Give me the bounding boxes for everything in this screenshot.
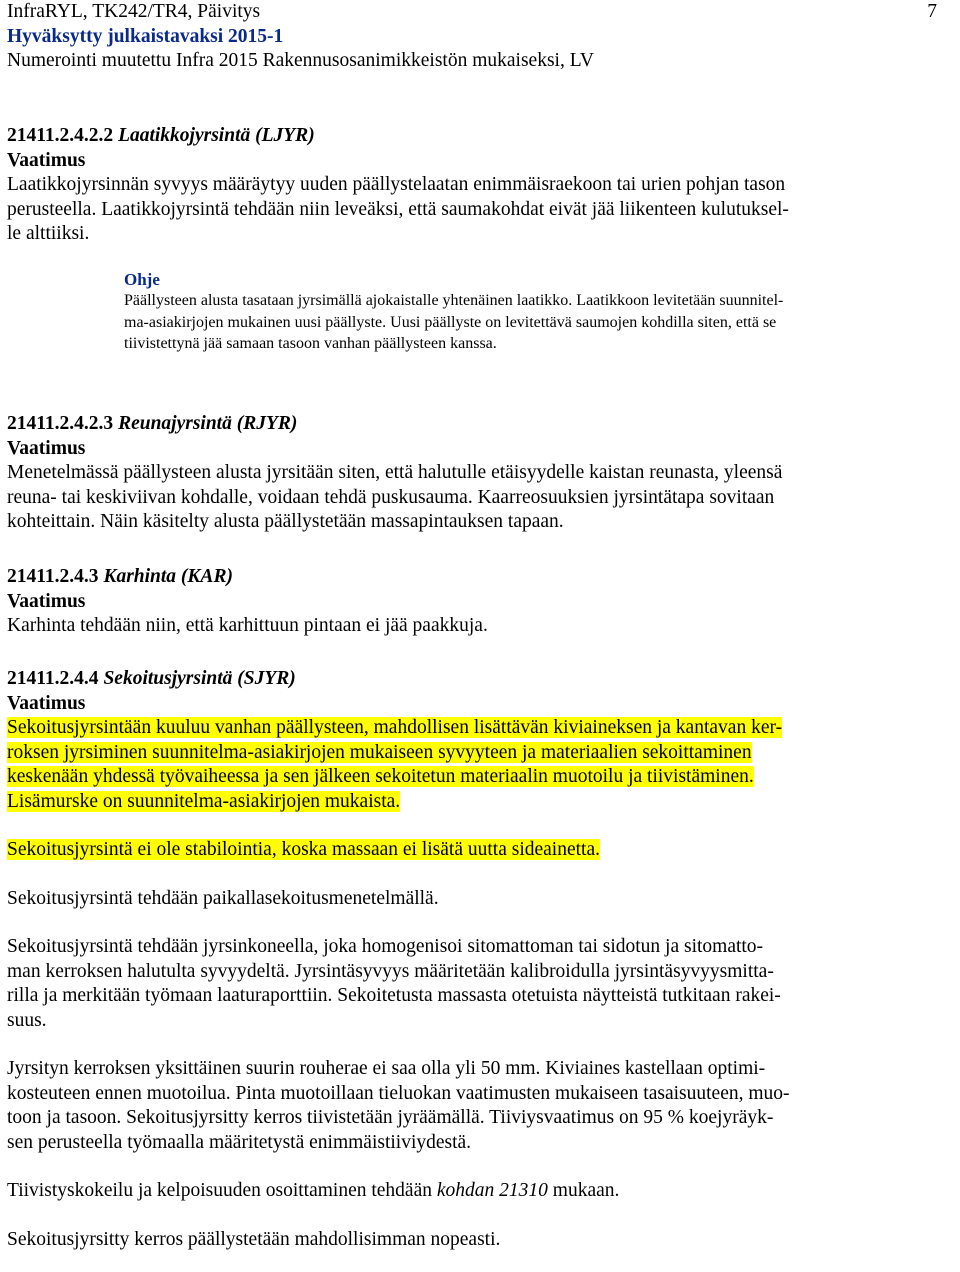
text-line: sen perusteella työmaalla määritetystä enimmäistiiviydestä. — [7, 1131, 472, 1153]
requirement-text — [7, 461, 947, 535]
paragraph-method — [7, 887, 947, 912]
text-line: rilla ja merkitään työmaan laaturaporttiin. Sekoitetusta massasta otetuista näytteistä tutkitaan rakei- — [7, 985, 781, 1006]
requirement-text — [7, 173, 947, 247]
section-heading — [7, 565, 947, 590]
page-number: 7 — [927, 1, 937, 22]
text-line: suus. — [7, 1009, 47, 1031]
text-line: Jyrsityn kerroksen yksittäinen suurin rouherae ei saa olla yli 50 mm. Kiviaines kastellaan optimi- — [7, 1058, 766, 1079]
text-line: le alttiiksi. — [7, 223, 90, 244]
text-line: toon ja tasoon. Sekoitusjyrsitty kerros tiivistetään jyräämällä. Tiiviysvaatimus on 95 % koejyräyk- — [7, 1107, 774, 1128]
requirement-label: Vaatimus — [7, 590, 86, 612]
guideline-line: Päällysteen alusta tasataan jyrsimällä ajokaistalle yhtenäinen laatikko. Laatikkoon levitetään suunnitel- — [124, 292, 784, 309]
text-line — [7, 1179, 947, 1204]
paragraph-machine — [7, 935, 947, 1033]
highlighted-line: Sekoitusjyrsintä ei ole stabilointia, koska massaan ei lisätä uutta sideainetta. — [7, 839, 600, 860]
guideline-block — [124, 269, 947, 355]
header-title: InfraRYL, TK242/TR4, Päivitys — [7, 1, 261, 22]
highlighted-line: Lisämurske on suunnitelma-asiakirjojen mukaista. — [7, 790, 401, 812]
section-title: Laatikkojyrsintä (LJYR) — [118, 125, 315, 146]
guideline-line: ma-asiakirjojen mukainen uusi päällyste. Uusi päällyste on levitettävä saumojen kohdilla siten, että se — [124, 313, 777, 331]
text-line: Sekoitusjyrsintä tehdään jyrsinkoneella, joka homogenisoi sitomattoman tai sidotun ja sitomatto- — [7, 936, 764, 957]
paragraph-grain — [7, 1057, 947, 1155]
text-line: Sekoitusjyrsitty kerros päällystetään mahdollisimman nopeasti. — [7, 1228, 501, 1250]
requirement-label: Vaatimus — [7, 692, 86, 714]
compaction-text: Tiivistyskokeilu ja kelpoisuuden osoittaminen tehdään — [7, 1180, 437, 1201]
section-title: Reunajyrsintä (RJYR) — [118, 413, 298, 434]
highlighted-note — [7, 838, 947, 863]
requirement-label: Vaatimus — [7, 437, 86, 459]
section-laatikkojyrsinta — [7, 124, 947, 355]
requirement-label: Vaatimus — [7, 149, 86, 171]
section-sekoitusjyrsinta — [7, 667, 947, 1252]
text-line: reuna- tai keskiviivan kohdalle, voidaan tehdä puskusauma. Kaarreosuuksien jyrsintätapa sovitaan — [7, 486, 775, 508]
highlighted-line: roksen jyrsiminen suunnitelma-asiakirjojen mukaiseen syvyyteen ja materiaalien sekoittaminen — [7, 741, 752, 763]
page-header — [7, 0, 947, 74]
header-approval: Hyväksytty julkaistavaksi 2015-1 — [7, 25, 284, 47]
section-heading — [7, 412, 947, 437]
compaction-text-end: mukaan. — [547, 1180, 620, 1201]
paragraph-paving — [7, 1228, 947, 1253]
section-heading — [7, 124, 947, 149]
section-title: Sekoitusjyrsintä (SJYR) — [103, 668, 296, 689]
section-number: 21411.2.4.4 — [7, 668, 99, 689]
section-heading — [7, 667, 947, 692]
highlighted-requirement — [7, 716, 947, 814]
section-reunajyrsinta — [7, 412, 947, 535]
section-reference: kohdan 21310 — [436, 1180, 548, 1201]
section-title: Karhinta (KAR) — [103, 566, 233, 587]
text-line: Sekoitusjyrsintä tehdään paikallasekoitusmenetelmällä. — [7, 887, 439, 909]
guideline-label: Ohje — [124, 269, 160, 289]
text-line: man kerroksen halutulta syvyydeltä. Jyrsintäsyvyys määritetään kalibroidulla jyrsintäsyvyysmitta- — [7, 960, 774, 982]
requirement-text — [7, 614, 947, 639]
section-number: 21411.2.4.2.3 — [7, 413, 114, 434]
text-line: kohteittain. Näin käsitelty alusta päällystetään massapintauksen tapaan. — [7, 511, 564, 532]
text-line: Menetelmässä päällysteen alusta jyrsitään siten, että halutulle etäisyydelle kaistan reunasta, yleensä — [7, 462, 783, 483]
section-number: 21411.2.4.3 — [7, 566, 99, 587]
highlighted-line: keskenään yhdessä työvaiheessa ja sen jälkeen sekoitetun materiaalin muotoilu ja tiivistäminen. — [7, 766, 754, 787]
section-number: 21411.2.4.2.2 — [7, 125, 114, 146]
section-karhinta — [7, 565, 947, 639]
text-line: Laatikkojyrsinnän syvyys määräytyy uuden päällystelaatan enimmäisraekoon tai urien pohjan tason — [7, 174, 786, 195]
text-line: Karhinta tehdään niin, että karhittuun pintaan ei jää paakkuja. — [7, 615, 488, 636]
text-line: perusteella. Laatikkojyrsintä tehdään niin leveäksi, että saumakohdat eivät jää liikenteen kulutuksel- — [7, 198, 789, 220]
guideline-line: tiivistettynä jää samaan tasoon vanhan päällysteen kanssa. — [124, 335, 497, 352]
header-numbering-note: Numerointi muutettu Infra 2015 Rakennusosanimikkeistön mukaiseksi, LV — [7, 50, 594, 71]
highlighted-line: Sekoitusjyrsintään kuuluu vanhan päällysteen, mahdollisen lisättävän kiviaineksen ja kantavan ker- — [7, 717, 783, 738]
text-line: kosteuteen ennen muotoilua. Pinta muotoillaan tieluokan vaatimusten mukaiseen tasaisuuteen, muo- — [7, 1082, 790, 1104]
paragraph-compaction — [7, 1179, 947, 1204]
